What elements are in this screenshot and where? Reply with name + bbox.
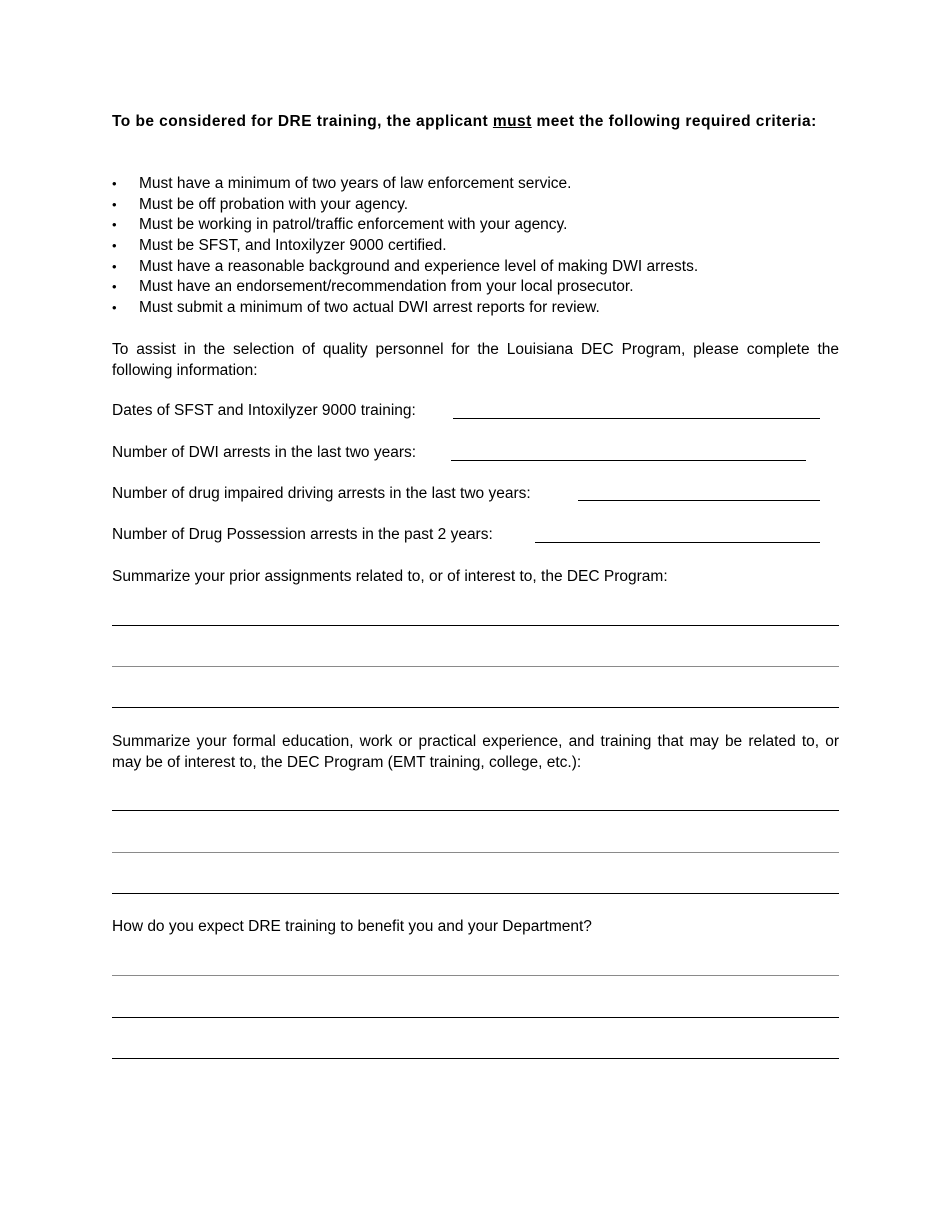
bullet-icon: • [112, 196, 117, 212]
heading-emphasis: must [492, 113, 532, 130]
answer-line[interactable] [112, 625, 839, 626]
question-education-experience: Summarize your formal education, work or practical experience, and training that may be related to, or may be of interest to, the DEC Program (EMT training, college, etc.): [112, 733, 839, 771]
bullet-icon: • [112, 176, 117, 191]
criteria-item: • Must have an endorsement/recommendation from your local prosecutor. [112, 277, 839, 298]
criteria-item: • Must be working in patrol/traffic enforcement with your agency. [112, 215, 839, 236]
answer-line[interactable] [112, 893, 839, 894]
answer-line[interactable] [112, 666, 839, 667]
field-sfst-dates [112, 400, 416, 422]
bullet-icon: • [112, 300, 117, 316]
field-label: Number of DWI arrests in the last two years: [112, 444, 417, 461]
criteria-item: • Must have a reasonable background and experience level of making DWI arrests. [112, 257, 839, 278]
answer-line[interactable] [112, 975, 839, 976]
field-label: Dates of SFST and Intoxilyzer 9000 training: [112, 402, 416, 419]
question-training-benefit: How do you expect DRE training to benefit you and your Department? [112, 918, 592, 935]
dwi-arrests-input[interactable] [451, 446, 806, 461]
criteria-item: • Must be off probation with your agency. [112, 195, 839, 216]
answer-line[interactable] [112, 810, 839, 811]
answer-line[interactable] [112, 707, 839, 708]
field-drug-possession-arrests [112, 524, 493, 546]
field-drug-impaired-arrests [112, 483, 531, 505]
heading-text-end: meet the following required criteria: [531, 113, 817, 130]
requirements-heading [112, 111, 839, 132]
heading-text-start: To be considered for DRE training, the applicant [112, 113, 493, 130]
drug-impaired-arrests-input[interactable] [578, 486, 820, 501]
criteria-item: • Must submit a minimum of two actual DWI arrest reports for review. [112, 298, 839, 319]
bullet-icon: • [112, 217, 117, 233]
bullet-icon: • [112, 279, 117, 295]
bullet-icon: • [112, 238, 117, 254]
field-label: Number of drug impaired driving arrests in the last two years: [112, 485, 531, 502]
criteria-item: • Must have a minimum of two years of law enforcement service. [112, 174, 839, 195]
intro-paragraph: To assist in the selection of quality personnel for the Louisiana DEC Program, please complete the following information: [112, 341, 839, 379]
bullet-icon: • [112, 258, 117, 274]
answer-line[interactable] [112, 852, 839, 853]
drug-possession-arrests-input[interactable] [535, 528, 820, 543]
field-label: Number of Drug Possession arrests in the past 2 years: [112, 526, 493, 543]
sfst-dates-input[interactable] [453, 404, 820, 419]
criteria-list [112, 174, 839, 319]
criteria-item: • Must be SFST, and Intoxilyzer 9000 certified. [112, 236, 839, 257]
answer-line[interactable] [112, 1058, 839, 1059]
question-prior-assignments: Summarize your prior assignments related to, or of interest to, the DEC Program: [112, 568, 668, 585]
answer-line[interactable] [112, 1017, 839, 1018]
field-dwi-arrests [112, 442, 416, 464]
